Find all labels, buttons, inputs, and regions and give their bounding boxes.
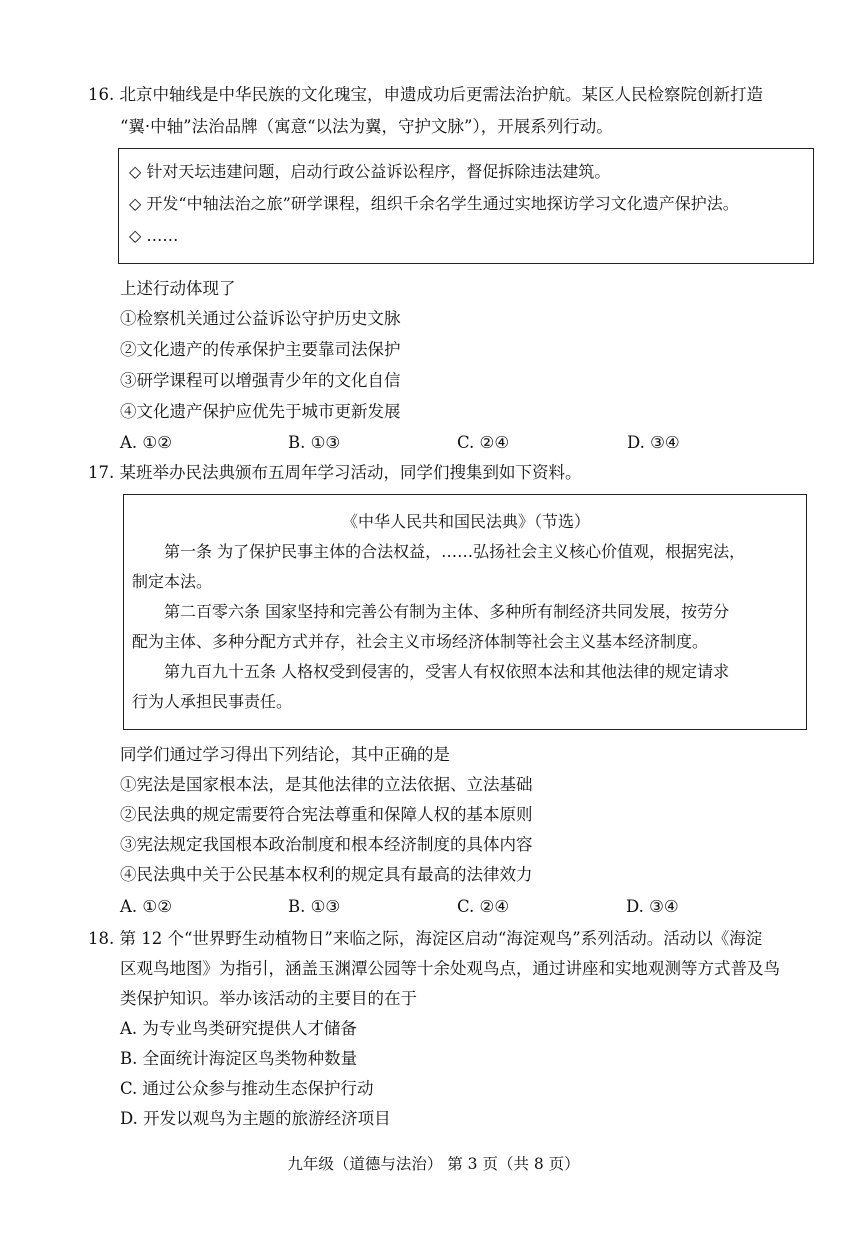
q17-box-line-4: 配为主体、多种分配方式并存，社会主义市场经济体制等社会主义基本经济制度。 bbox=[132, 632, 709, 651]
q16-lead: 上述行动体现了 bbox=[120, 279, 236, 298]
q16-option-b[interactable]: B. ①③ bbox=[288, 433, 341, 452]
q17-option-a[interactable]: A. ①② bbox=[120, 897, 172, 916]
q17-statement-2: ②民法典的规定需要符合宪法尊重和保障人权的基本原则 bbox=[120, 805, 533, 824]
q16-statement-1: ①检察机关通过公益诉讼守护历史文脉 bbox=[120, 309, 401, 328]
q16-box-item-3: ◇ …… bbox=[129, 226, 179, 245]
q17-statement-4: ④民法典中关于公民基本权利的规定具有最高的法律效力 bbox=[120, 865, 533, 884]
q17-material-box bbox=[123, 494, 807, 730]
q18-stem-line-2: 区观鸟地图》为指引，涵盖玉渊潭公园等十余处观鸟点，通过讲座和实地观测等方式普及鸟 bbox=[120, 959, 780, 978]
q17-lead: 同学们通过学习得出下列结论，其中正确的是 bbox=[120, 745, 450, 764]
q17-box-title: 《中华人民共和国民法典》（节选） bbox=[341, 512, 590, 531]
q17-box-line-5: 第九百九十五条 人格权受到侵害的，受害人有权依照本法和其他法律的规定请求 bbox=[164, 662, 730, 681]
q17-statement-3: ③宪法规定我国根本政治制度和根本经济制度的具体内容 bbox=[120, 835, 533, 854]
q16-statement-4: ④文化遗产保护应优先于城市更新发展 bbox=[120, 402, 401, 421]
q18-number: 18. bbox=[88, 929, 115, 948]
q18-option-c[interactable]: C. 通过公众参与推动生态保护行动 bbox=[120, 1079, 374, 1098]
q17-box-line-1: 第一条 为了保护民事主体的合法权益，……弘扬社会主义核心价值观，根据宪法， bbox=[164, 542, 746, 561]
q17-box-line-2: 制定本法。 bbox=[132, 572, 213, 591]
q16-statement-3: ③研学课程可以增强青少年的文化自信 bbox=[120, 371, 401, 390]
q18-stem-line-3: 类保护知识。举办该活动的主要目的在于 bbox=[120, 989, 417, 1008]
q16-option-d[interactable]: D. ③④ bbox=[627, 433, 680, 452]
q16-box-item-2: ◇ 开发“中轴法治之旅”研学课程，组织千余名学生通过实地探访学习文化遗产保护法。 bbox=[129, 194, 739, 213]
q17-number: 17. bbox=[88, 463, 115, 482]
q17-option-b[interactable]: B. ①③ bbox=[288, 897, 341, 916]
q16-option-a[interactable]: A. ①② bbox=[120, 433, 172, 452]
q18-option-a[interactable]: A. 为专业鸟类研究提供人才储备 bbox=[120, 1019, 357, 1038]
q17-box-line-6: 行为人承担民事责任。 bbox=[132, 692, 293, 711]
page-footer: 九年级（道德与法治） 第 3 页（共 8 页） bbox=[287, 1155, 580, 1173]
q16-option-c[interactable]: C. ②④ bbox=[457, 433, 510, 452]
q16-box-item-1: ◇ 针对天坛违建问题，启动行政公益诉讼程序，督促拆除违法建筑。 bbox=[129, 162, 611, 181]
q17-box-line-3: 第二百零六条 国家坚持和完善公有制为主体、多种所有制经济共同发展，按劳分 bbox=[164, 602, 730, 621]
q16-statement-2: ②文化遗产的传承保护主要靠司法保护 bbox=[120, 340, 401, 359]
q18-option-d[interactable]: D. 开发以观鸟为主题的旅游经济项目 bbox=[120, 1109, 391, 1128]
q16-number: 16. bbox=[88, 85, 115, 104]
q17-stem-line: 17. 某班举办民法典颁布五周年学习活动，同学们搜集到如下资料。 bbox=[88, 463, 582, 482]
q18-stem-line-1: 18. 第 12 个“世界野生动植物日”来临之际，海淀区启动“海淀观鸟”系列活动。活动以《海淀 bbox=[88, 929, 763, 948]
q18-option-b[interactable]: B. 全面统计海淀区鸟类物种数量 bbox=[120, 1049, 358, 1068]
q16-material-box bbox=[118, 148, 814, 264]
q17-statement-1: ①宪法是国家根本法，是其他法律的立法依据、立法基础 bbox=[120, 775, 533, 794]
q17-option-d[interactable]: D. ③④ bbox=[626, 897, 679, 916]
q16-stem-line-2: “翼·中轴”法治品牌（寓意“以法为翼，守护文脉”），开展系列行动。 bbox=[120, 117, 613, 136]
q17-option-c[interactable]: C. ②④ bbox=[457, 897, 510, 916]
q16-stem-line-1: 16. 北京中轴线是中华民族的文化瑰宝，申遗成功后更需法治护航。某区人民检察院创新打造 bbox=[88, 85, 763, 104]
